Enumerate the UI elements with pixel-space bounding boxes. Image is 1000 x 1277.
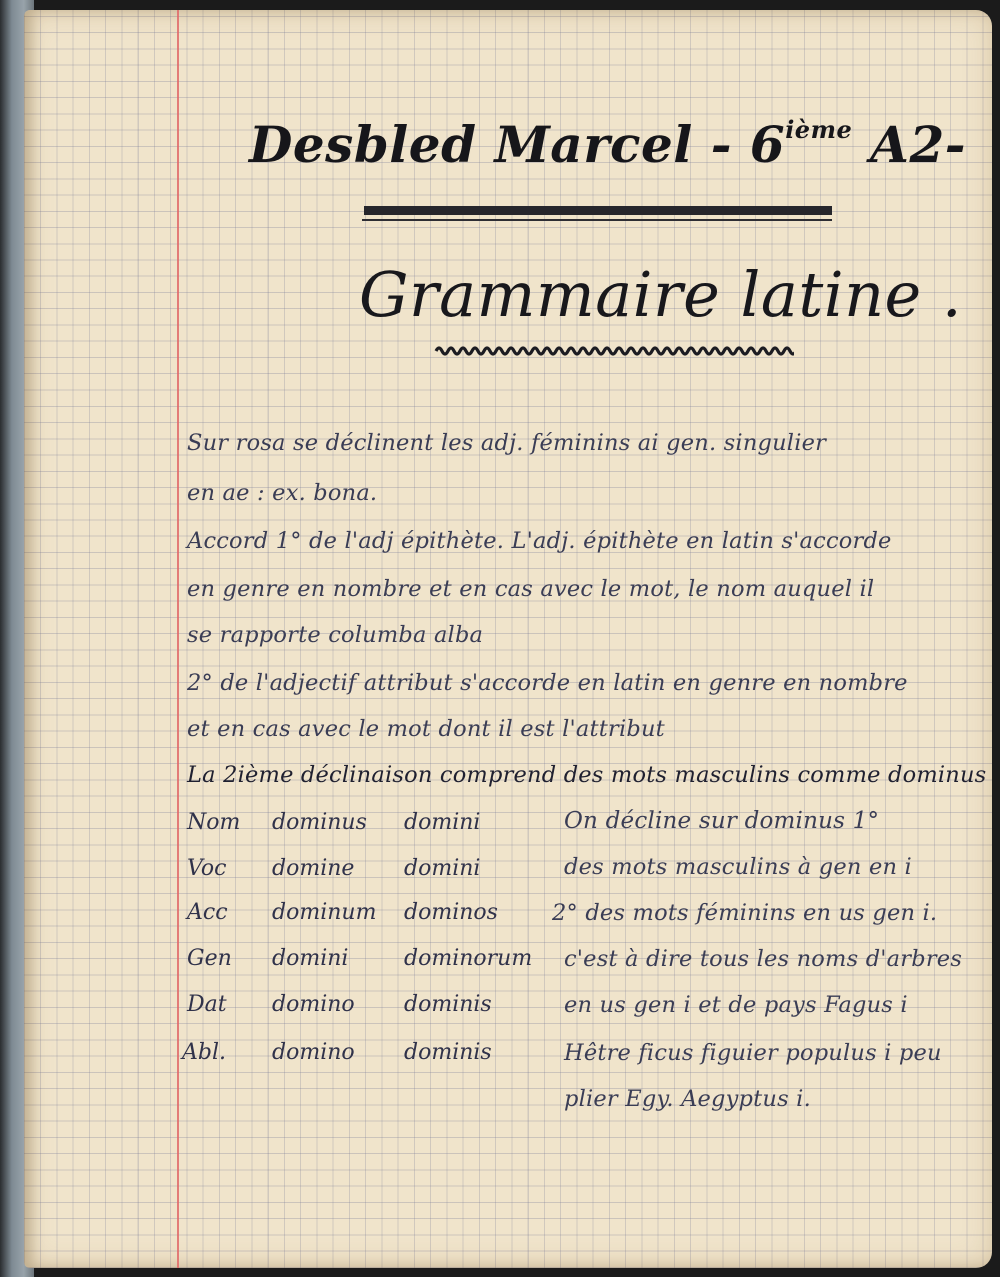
singular-form: domino — [272, 1040, 355, 1065]
case-label: Acc — [187, 900, 228, 925]
plural-form: domini — [404, 810, 481, 835]
student-name: Desbled Marcel — [249, 115, 693, 174]
paragraph-line-2: en ae : ex. bona. — [187, 480, 378, 506]
subject-text: Grammaire latine — [359, 258, 922, 331]
plural-form: dominorum — [404, 946, 533, 971]
note-line: plier Egy. Aegyptus i. — [564, 1086, 811, 1112]
paragraph-line-3: Accord 1° de l'adj épithète. L'adj. épithète en latin s'accorde — [187, 528, 892, 554]
paragraph-line-4: en genre en nombre et en cas avec le mot, le nom auquel il — [187, 576, 875, 602]
paragraph-line-6: 2° de l'adjectif attribut s'accorde en latin en genre en nombre — [187, 670, 908, 696]
squiggle-path — [436, 348, 794, 354]
note-line: Hêtre ficus figuier populus i peu — [564, 1040, 942, 1066]
title-underline-thick — [364, 206, 832, 215]
title-underline-thin — [362, 219, 832, 221]
note-line: des mots masculins à gen en i — [564, 854, 912, 880]
note-line: On décline sur dominus 1° — [564, 808, 880, 834]
paragraph-line-7: et en cas avec le mot dont il est l'attribut — [187, 716, 665, 742]
title-trail-dash: - — [944, 115, 967, 174]
decorative-squiggle — [434, 344, 794, 358]
notebook-page — [24, 10, 992, 1268]
case-label: Voc — [187, 856, 227, 881]
paragraph-line-1: Sur rosa se déclinent les adj. féminins ai gen. singulier — [187, 430, 827, 456]
singular-form: domini — [272, 946, 349, 971]
paragraph-line-8: La 2ième déclinaison comprend des mots masculins comme dominus — [187, 762, 987, 788]
case-label: Dat — [187, 992, 227, 1017]
plural-form: dominis — [404, 992, 492, 1017]
class-number: 6 — [749, 115, 786, 174]
case-label: Abl. — [182, 1040, 226, 1065]
case-label: Gen — [187, 946, 232, 971]
page-title — [249, 115, 969, 174]
plural-form: dominos — [404, 900, 498, 925]
note-line: en us gen i et de pays Fagus i — [564, 992, 908, 1018]
note-line: c'est à dire tous les noms d'arbres — [564, 946, 963, 972]
note-line: 2° des mots féminins en us gen i. — [552, 900, 938, 926]
singular-form: dominus — [272, 810, 367, 835]
paragraph-line-5: se rapporte columba alba — [187, 622, 484, 648]
case-label: Nom — [187, 810, 241, 835]
subject-dot: . — [921, 258, 963, 331]
class-suffix: ième — [785, 115, 853, 145]
subject-heading — [359, 258, 963, 331]
singular-form: domino — [272, 992, 355, 1017]
class-section: A2 — [870, 115, 945, 174]
plural-form: domini — [404, 856, 481, 881]
singular-form: domine — [272, 856, 355, 881]
margin-line — [177, 10, 179, 1268]
title-dash: - — [710, 115, 750, 174]
plural-form: dominis — [404, 1040, 492, 1065]
singular-form: dominum — [272, 900, 377, 925]
